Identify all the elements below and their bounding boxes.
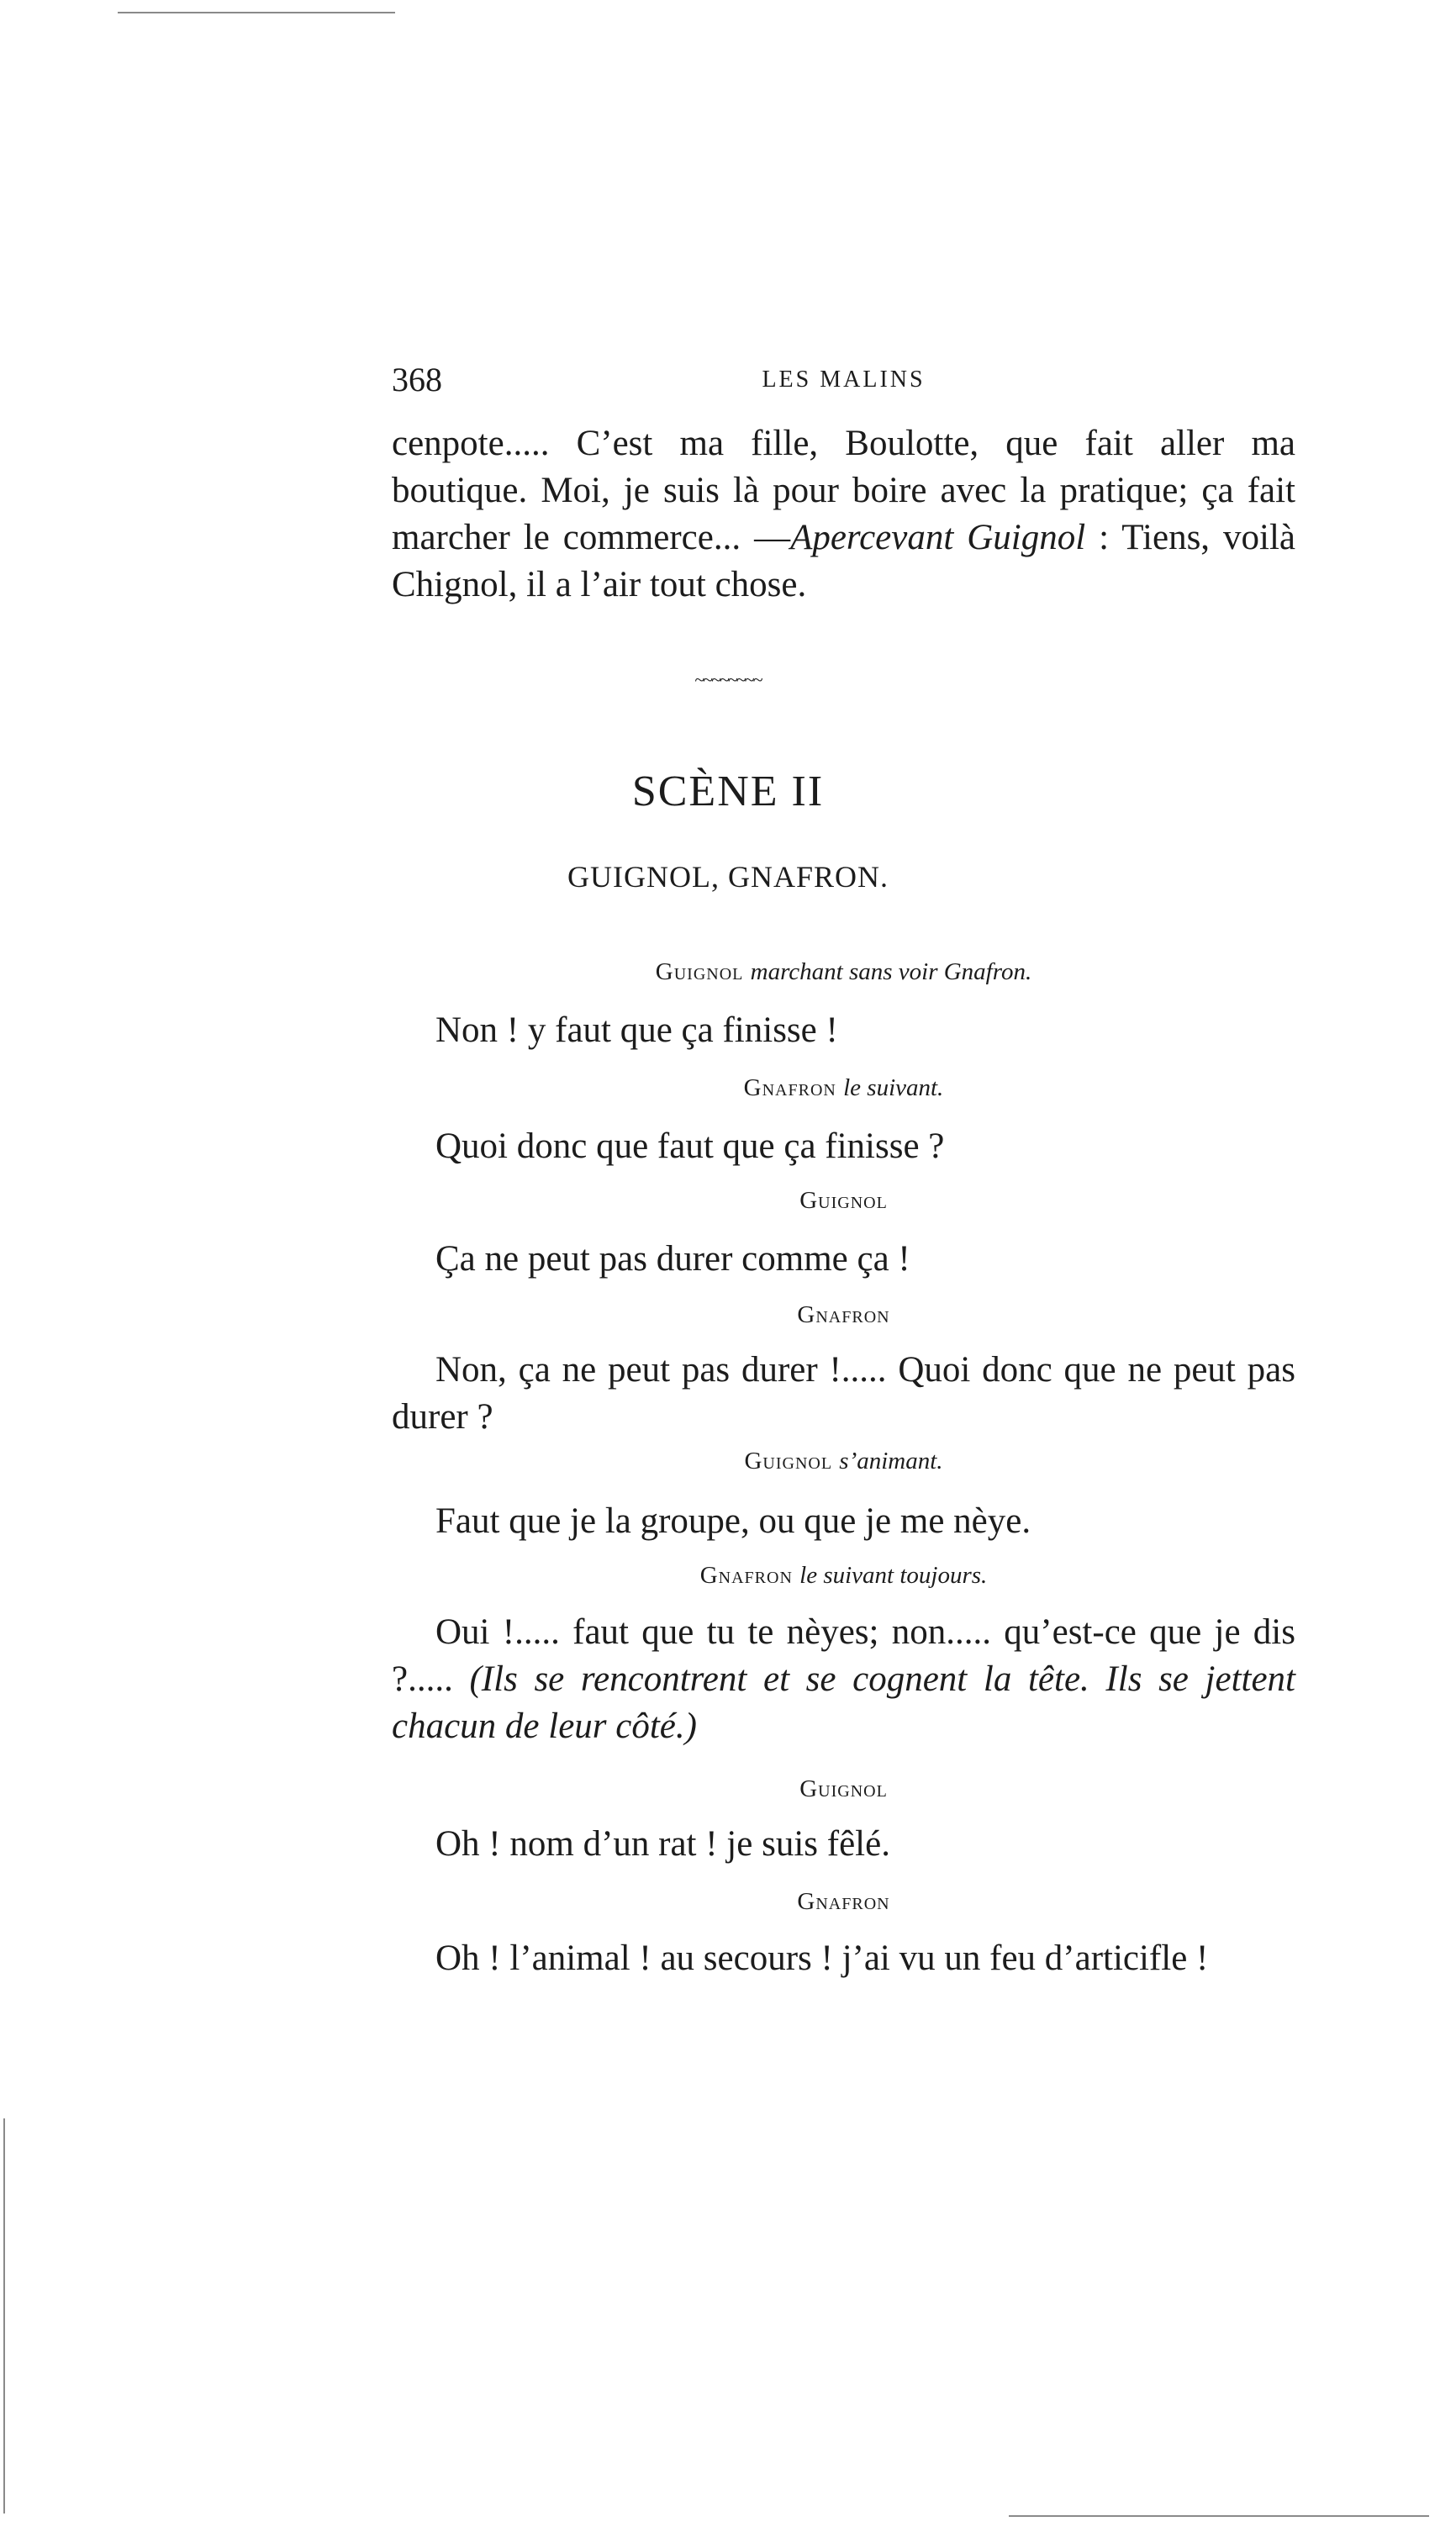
scan-edge-mark-bottom — [1009, 2515, 1429, 2517]
dialogue-line: Oh ! nom d’un rat ! je suis fêlé. — [435, 1824, 890, 1864]
dialogue-line: Faut que je la groupe, ou que je me nèye. — [435, 1501, 1031, 1541]
stage-direction: (Ils se rencontrent et se cognent la tête. Ils se jettent chacun de leur côté.) — [392, 1659, 1295, 1746]
speaker-direction: marchant sans voir Gnafron. — [750, 958, 1032, 985]
speaker-heading — [392, 1888, 1295, 1916]
speaker-name: Guignol — [655, 958, 744, 985]
dialogue-line: Quoi donc que faut que ça finisse ? — [435, 1126, 945, 1166]
speaker-name: Gnafron — [743, 1074, 836, 1101]
speaker-name: Guignol — [799, 1775, 888, 1802]
page-header — [392, 360, 1295, 410]
page-number: 368 — [392, 361, 442, 398]
scene-title: SCÈNE II — [631, 768, 825, 815]
dialogue-line: Ça ne peut pas durer comme ça ! — [435, 1239, 910, 1279]
speaker-name: Gnafron — [699, 1562, 793, 1589]
dialogue-line: Oh ! l’animal ! au secours ! j’ai vu un feu d’articifle ! — [435, 1939, 1209, 1978]
speaker-heading — [392, 1187, 1295, 1215]
speaker-heading — [392, 1074, 1295, 1102]
speaker-heading — [392, 1775, 1295, 1803]
speaker-heading — [392, 1448, 1295, 1475]
dialogue-line: Non, ça ne peut pas durer !..... Quoi donc que ne peut pas durer ? — [392, 1350, 1295, 1437]
scene-characters: GUIGNOL, GNAFRON. — [567, 860, 889, 894]
speaker-heading — [392, 958, 1295, 986]
opening-text: cenpote..... C’est ma fille, Boulotte, que fait aller ma boutique. Moi, je suis là pour boire avec la pratique; ça fait marcher le commerce... — — [392, 424, 1295, 557]
dialogue-line — [392, 1609, 1295, 1750]
opening-stage-direction: Apercevant Guignol — [790, 518, 1086, 557]
speaker-direction: s’animant. — [839, 1448, 943, 1474]
speaker-heading — [392, 1562, 1295, 1590]
dialogue-text: Oui !..... faut que tu te nèyes; non..... qu’est-ce que je dis ?..... — [392, 1612, 1295, 1699]
speaker-direction: le suivant. — [843, 1074, 944, 1101]
speaker-heading — [392, 1301, 1295, 1329]
speaker-direction: le suivant toujours. — [799, 1562, 988, 1589]
scan-edge-mark-left — [3, 2118, 5, 2514]
speaker-name: Guignol — [799, 1187, 888, 1214]
section-ornament: ~~~~~~~~ — [694, 669, 762, 690]
dialogue-line: Non ! y faut que ça finisse ! — [435, 1010, 838, 1050]
speaker-name: Guignol — [744, 1448, 833, 1474]
opening-paragraph — [392, 420, 1295, 609]
scan-edge-mark-top — [118, 12, 395, 13]
speaker-name: Gnafron — [797, 1301, 890, 1328]
speaker-name: Gnafron — [797, 1888, 890, 1915]
running-title: LES MALINS — [762, 367, 926, 393]
opening-text-end: : Tiens, voilà Chignol, il a l’air tout chose. — [392, 518, 1295, 604]
